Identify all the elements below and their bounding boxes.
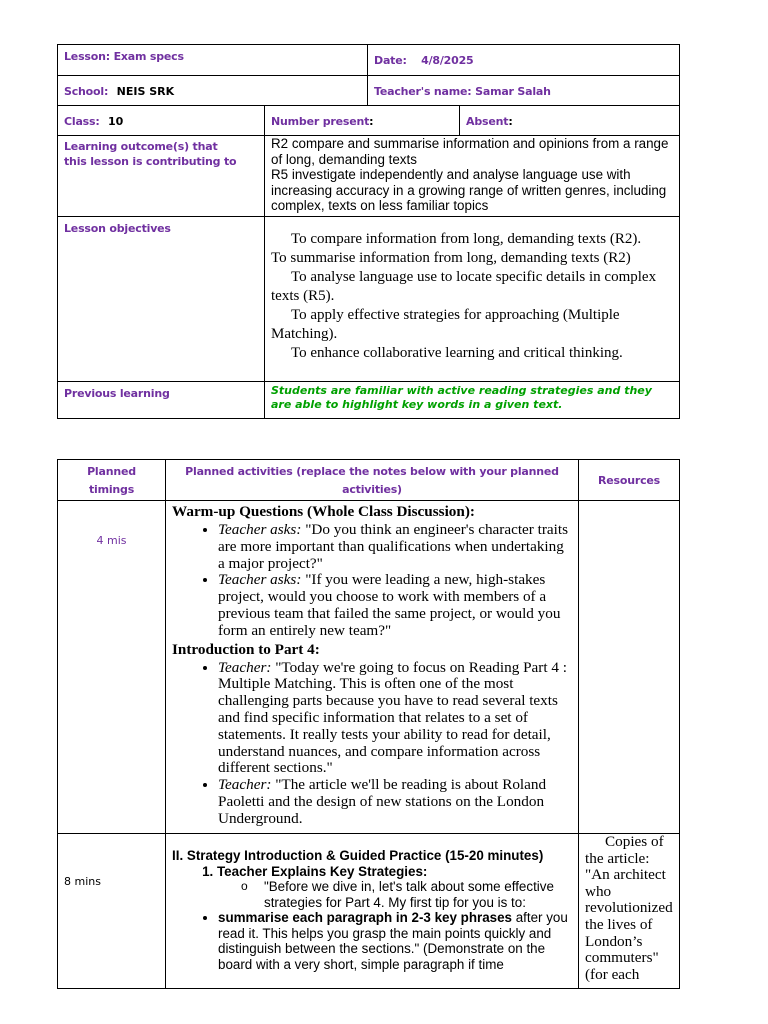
list-item: • Teacher asks: "If you were leading a new, high-stakes project, would you choose to work with members of a previous team that failed the same project, or would you form an entirely new team?" [218,572,572,639]
outcomes-label-cell [58,136,265,217]
list-item: • Teacher asks: "Do you think an engineer's character traits are more important than qualifications when undertaking a major project?" [218,522,572,572]
timings-header: Planned timings [58,460,166,501]
absent-colon: : [508,114,513,128]
timing-cell-2 [58,834,166,989]
intro-list [172,660,572,828]
timing-strategy: 8 mins [64,875,101,888]
number-present-cell [265,106,460,136]
warmup-list [172,522,572,640]
objectives-label: Lesson objectives [64,221,171,235]
objectives-cell [265,216,680,381]
activities-table [57,459,680,989]
resources-text: Copies of the article: "An architect who revolutionized the lives of London’s commuters" (for each [585,833,673,983]
list-item: • summarise each paragraph in 2-3 key phrases after you read it. This helps you grasp the main points quickly and distinguish between the sections." (Demonstrate on the board with a very short, simple paragraph if time [218,910,572,972]
outcomes-label: Learning outcome(s) that this lesson is contributing to [64,140,237,168]
objective-analyse: To analyse language use to locate specific details in complex texts (R5). [271,268,657,304]
previous-text: Students are familiar with active reading strategies and they are able to highlight key words in a given text. [271,383,652,411]
class-cell [58,106,265,136]
outcome-r5: R5 investigate independently and analyse language use with increasing accuracy in a growing range of written genres, including complex, texts on less familiar topics [271,167,667,213]
objectives-label-cell [58,216,265,381]
resources-cell-2 [579,834,680,989]
strategy-steps [172,864,572,911]
class-label: Class: [64,114,100,128]
date-cell [368,45,680,76]
school-label: School: [64,84,109,98]
previous-label: Previous learning [64,386,170,400]
list-item: • Teacher: "Today we're going to focus on Reading Part 4 : Multiple Matching. This is often one of the most challenging parts because you have to read several texts and find specific information that relates to a set of statements. It really tests your ability to read for detail, understand nuances, and compare information across different sections." [218,660,572,778]
teacher-cell [368,76,680,106]
list-item: • Teacher: "The article we'll be reading is about Roland Paoletti and the design of new stations on the London Underground. [218,777,572,827]
teacher-label: Teacher's name: Samar Salah [374,84,551,98]
activities-cell-2 [166,834,579,989]
resources-cell-1 [579,501,680,834]
lesson-cell [58,45,368,76]
lesson-label: Lesson: Exam specs [64,50,184,63]
previous-cell [265,381,680,418]
number-present-label: Number present [271,114,370,128]
objective-compare: To compare information from long, demanding texts (R2). [291,230,642,247]
activities-header: Planned activities (replace the notes below with your planned activities) [166,460,579,501]
strategy-title: II. Strategy Introduction & Guided Practice (15-20 minutes) [172,848,544,863]
outcomes-cell [265,136,680,217]
absent-label: Absent [466,114,509,128]
resources-header: Resources [579,460,680,501]
intro-title: Introduction to Part 4: [172,640,320,658]
absent-cell [460,106,680,136]
school-value: NEIS SRK [116,84,175,98]
date-label: Date: [374,54,407,67]
lesson-details-table [57,44,680,419]
warmup-title: Warm-up Questions (Whole Class Discussion): [172,503,475,520]
previous-label-cell [58,381,265,418]
step-sublist [217,879,572,910]
timing-warmup: 4 mis [96,534,127,547]
timing-cell-1 [58,501,166,834]
number-present-colon: : [369,114,374,128]
list-item: o "Before we dive in, let's talk about some effective strategies for Part 4. My first tip for you is to: [264,879,572,910]
outcome-r2: R2 compare and summarise information and opinions from a range of long, demanding texts [271,136,669,167]
list-item: 1. Teacher Explains Key Strategies: o "Before we dive in, let's talk about some effective strategies for Part 4. My first tip for you is to: [217,864,572,911]
objective-summarise: To summarise information from long, demanding texts (R2) [271,249,631,266]
tips-list [172,910,572,972]
school-cell [58,76,368,106]
activities-cell-1 [166,501,579,834]
date-value: 4/8/2025 [421,54,474,67]
class-value: 10 [108,114,124,128]
objective-collaborative: To enhance collaborative learning and critical thinking. [291,344,623,361]
objective-strategies: To apply effective strategies for approaching (Multiple Matching). [271,306,620,342]
